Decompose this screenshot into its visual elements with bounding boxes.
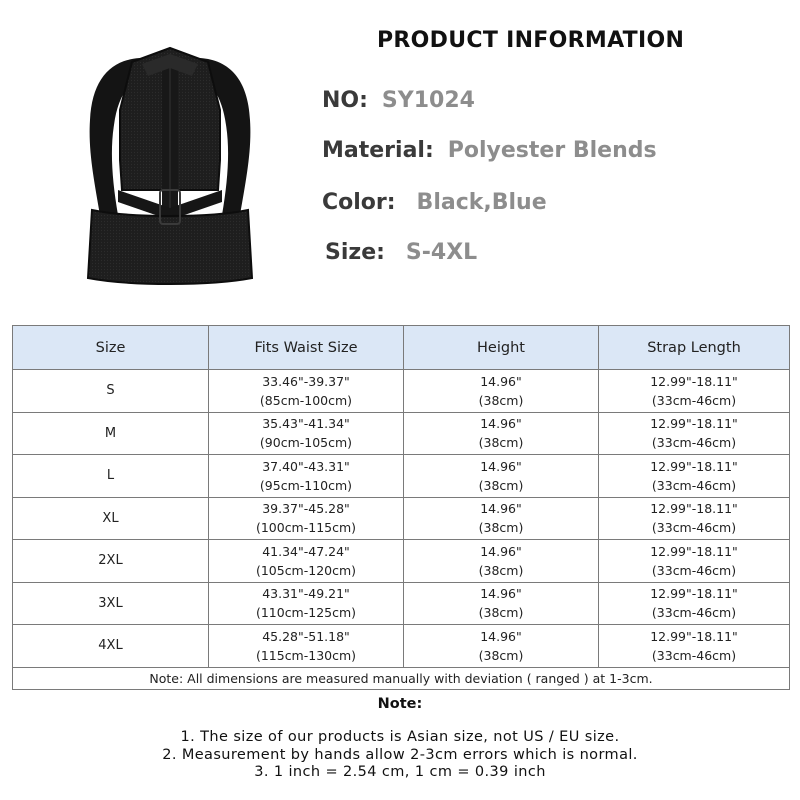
strap-cm: (33cm-46cm): [651, 392, 737, 408]
size-cell: L: [13, 455, 209, 498]
strap-inch: 12.99"-18.11": [650, 586, 738, 602]
waist-cm: (90cm-105cm): [259, 435, 353, 451]
waist-cm: (85cm-100cm): [259, 392, 353, 408]
size-cell: S: [13, 370, 209, 413]
strap-cm: (33cm-46cm): [651, 520, 737, 536]
strap-cm: (33cm-46cm): [651, 435, 737, 451]
height-inch: 14.96": [480, 586, 522, 602]
strap-cell: [599, 540, 790, 583]
spec-label: Size:: [325, 240, 385, 265]
spec-value: S-4XL: [405, 240, 478, 265]
notes-list: [0, 729, 800, 782]
spec-label: Color:: [322, 190, 396, 215]
strap-cm: (33cm-46cm): [651, 562, 737, 578]
strap-inch: 12.99"-18.11": [650, 543, 738, 559]
strap-inch: 12.99"-18.11": [650, 458, 738, 474]
height-cm: (38cm): [478, 562, 524, 578]
height-cell: [404, 497, 599, 540]
waist-inch: 35.43"-41.34": [262, 416, 350, 432]
spec-label: Material:: [322, 138, 434, 163]
waist-inch: 39.37"-45.28": [262, 501, 350, 517]
size-cell: M: [13, 412, 209, 455]
strap-cm: (33cm-46cm): [651, 647, 737, 663]
strap-inch: 12.99"-18.11": [650, 373, 738, 389]
height-cm: (38cm): [478, 605, 524, 621]
height-cm: (38cm): [478, 520, 524, 536]
waist-cell: [209, 540, 404, 583]
column-header: Size: [13, 326, 209, 370]
table-row: [13, 625, 790, 668]
waist-cm: (105cm-120cm): [255, 562, 357, 578]
waist-cm: (115cm-130cm): [255, 647, 357, 663]
table-note-row: [13, 667, 790, 689]
table-note: Note: All dimensions are measured manually with deviation ( ranged ) at 1-3cm.: [13, 667, 790, 689]
strap-cell: [599, 455, 790, 498]
height-inch: 14.96": [480, 373, 522, 389]
waist-cell: [209, 625, 404, 668]
height-cell: [404, 455, 599, 498]
table-row: [13, 370, 790, 413]
height-cm: (38cm): [478, 435, 524, 451]
size-chart-table: [12, 325, 790, 690]
table-row: [13, 582, 790, 625]
strap-inch: 12.99"-18.11": [650, 628, 738, 644]
strap-inch: 12.99"-18.11": [650, 416, 738, 432]
notes-heading: Note:: [377, 696, 423, 712]
column-header: Fits Waist Size: [209, 326, 404, 370]
table-row: [13, 497, 790, 540]
column-header: Strap Length: [599, 326, 790, 370]
product-info-title: PRODUCT INFORMATION: [377, 28, 685, 53]
waist-inch: 45.28"-51.18": [262, 628, 350, 644]
height-inch: 14.96": [480, 501, 522, 517]
spec-label: NO:: [322, 88, 368, 113]
table-row: [13, 455, 790, 498]
size-cell: 4XL: [13, 625, 209, 668]
spec-row-material: [322, 138, 657, 163]
size-cell: XL: [13, 497, 209, 540]
height-cell: [404, 412, 599, 455]
waist-cm: (95cm-110cm): [259, 477, 353, 493]
waist-inch: 33.46"-39.37": [262, 373, 350, 389]
note-item: 3. 1 inch = 2.54 cm, 1 cm = 0.39 inch: [254, 764, 546, 780]
note-item: 2. Measurement by hands allow 2-3cm errors which is normal.: [162, 746, 638, 763]
waist-cm: (100cm-115cm): [255, 520, 357, 536]
height-cm: (38cm): [478, 647, 524, 663]
spec-row-size: [325, 240, 477, 265]
height-inch: 14.96": [480, 416, 522, 432]
waist-cell: [209, 455, 404, 498]
note-item: 1. The size of our products is Asian size, not US / EU size.: [180, 729, 620, 745]
strap-cell: [599, 625, 790, 668]
waist-inch: 43.31"-49.21": [262, 586, 350, 602]
waist-cm: (110cm-125cm): [255, 605, 357, 621]
posture-corrector-vest-icon: [70, 40, 270, 295]
strap-cell: [599, 412, 790, 455]
height-cell: [404, 540, 599, 583]
strap-cell: [599, 497, 790, 540]
size-cell: 3XL: [13, 582, 209, 625]
table-row: [13, 412, 790, 455]
size-cell: 2XL: [13, 540, 209, 583]
waist-cell: [209, 497, 404, 540]
spec-value: Polyester Blends: [447, 138, 657, 163]
strap-cell: [599, 582, 790, 625]
strap-cm: (33cm-46cm): [651, 477, 737, 493]
waist-inch: 41.34"-47.24": [262, 543, 350, 559]
waist-cell: [209, 412, 404, 455]
height-inch: 14.96": [480, 458, 522, 474]
height-cell: [404, 625, 599, 668]
spec-row-color: [322, 190, 547, 215]
waist-cell: [209, 582, 404, 625]
spec-value: SY1024: [381, 88, 475, 113]
height-cm: (38cm): [478, 392, 524, 408]
waist-cell: [209, 370, 404, 413]
height-cm: (38cm): [478, 477, 524, 493]
column-header: Height: [404, 326, 599, 370]
height-cell: [404, 582, 599, 625]
table-header-row: [13, 326, 790, 370]
height-cell: [404, 370, 599, 413]
spec-row-number: [322, 88, 475, 113]
height-inch: 14.96": [480, 543, 522, 559]
strap-inch: 12.99"-18.11": [650, 501, 738, 517]
waist-inch: 37.40"-43.31": [262, 458, 350, 474]
strap-cm: (33cm-46cm): [651, 605, 737, 621]
strap-cell: [599, 370, 790, 413]
spec-value: Black,Blue: [416, 190, 547, 215]
height-inch: 14.96": [480, 628, 522, 644]
table-row: [13, 540, 790, 583]
